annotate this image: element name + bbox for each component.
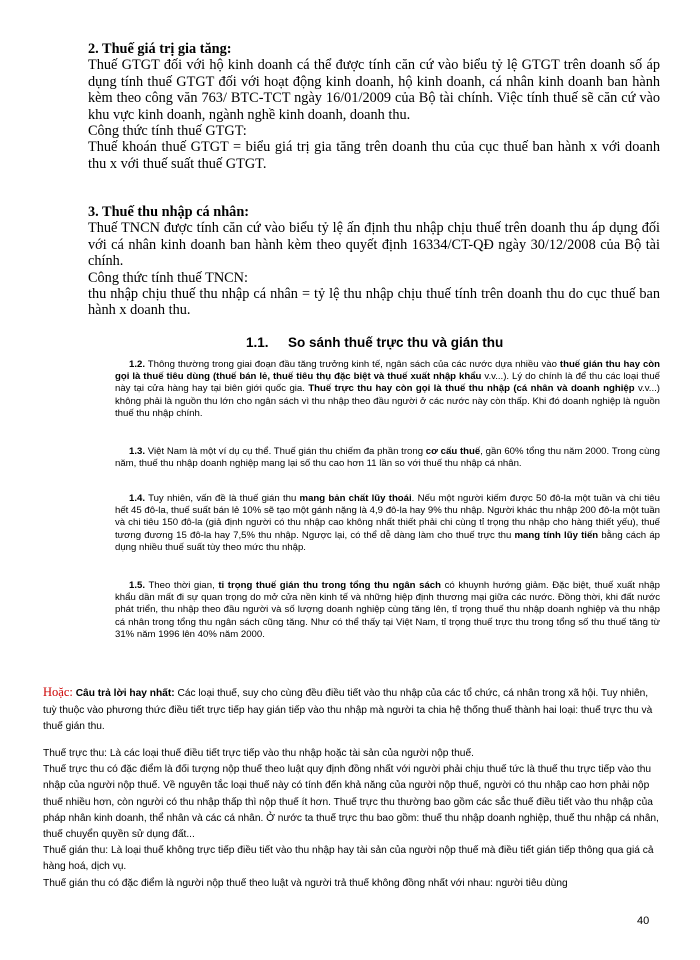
paragraph-1-4-bold-b: mang tính lũy tiến <box>514 529 599 541</box>
alternative-bold: Câu trả lời hay nhất: <box>72 688 175 699</box>
paragraph-1-4-text-b: . Nếu một người kiếm được 50 đô-la một tuần và chi tiêu hết 45 đô-la, thuế suất bán lẻ 10% sẽ tạo một gánh nặng là 4,9 đô-la hay 9% thu nhập. Người khác thu nhập 200 đô-la một tuần và chi tiêu 150 đô-la (giả định người có thu nhập cao không nhất thiết phải chi cùng tỉ trọng thu nhập cho hàng thiết yếu), thuế tương đương 15 đô-la hay 7,5% thu nhập. Ngược lại, có thể dễ dàng làm cho thuế trực thu <box>115 493 660 541</box>
paragraph-1-4-bold-a: mang bản chất lũy thoái <box>299 493 412 504</box>
section-pit-paragraph: Thuế TNCN được tính căn cứ vào biểu tỷ lệ ấn định thu nhập chịu thuế trên doanh thu áp dụng đối với cá nhân kinh doanh ban hành kèm theo quyết định 16334/CT-QĐ ngày 30/12/2008 của Bộ tài chính. <box>88 220 660 270</box>
paragraph-1-2-number: 1.2. <box>129 359 146 370</box>
paragraph-alternative-answer <box>43 684 660 736</box>
paragraph-1-4-number: 1.4. <box>129 493 146 504</box>
section-vat <box>88 41 660 172</box>
paragraph-1-3-text-b: , gần 60% tổng thu năm 2000. Trong cùng năm, thuế thu nhập doanh nghiệp mang lại số thu cao hơn 11 lần so với thuế thu nhập cá nhân. <box>115 446 660 470</box>
paragraph-1-3-number: 1.3. <box>129 446 146 457</box>
section-heading-number: 1.1. <box>246 335 269 350</box>
indirect-tax-characteristics: Thuế gián thu có đặc điểm là người nộp thuế theo luật và người trả thuế không đồng nhất với nhau: người tiêu dùng <box>43 877 568 889</box>
section-pit-formula-label: Công thức tính thuế TNCN: <box>88 269 248 286</box>
section-pit-formula: thu nhập chịu thuế thu nhập cá nhân = tỷ lệ thu nhập chịu thuế tính trên doanh thu do cục thuế ban hành x doanh thu. <box>88 286 660 319</box>
paragraph-1-5 <box>115 580 660 641</box>
section-vat-title: 2. Thuế giá trị gia tăng: <box>88 41 232 57</box>
paragraph-1-2-text-a: Thông thường trong giai đoạn đầu tăng trưởng kinh tế, ngân sách của các nước dựa nhiều vào <box>145 359 560 370</box>
section-vat-formula-label: Công thức tính thuế GTGT: <box>88 123 247 140</box>
section-pit-title: 3. Thuế thu nhập cá nhân: <box>88 204 250 220</box>
paragraph-1-5-text-a: Theo thời gian, <box>145 580 219 591</box>
paragraph-1-5-text-b: có khuynh hướng giảm. Đặc biệt, thuế xuất nhập khẩu dần mất đi sự quan trọng do mở cửa nền kinh tế và những hiệp định thương mại giữa các nước. Đồng thời, khi đất nước phát triển, thu nhập theo đầu người và số lượng doanh nghiệp cùng tăng lên, tỉ trọng thuế thu nhập doanh nghiệp và thu nhập cá nhân trong tổng thu ngân sách cũng tăng. Như có thể thấy tại Việt Nam, tỉ trọng thuế trực thu trong tổng số thu thuế tăng từ 31% năm 1996 lên 40% năm 2000. <box>115 580 660 640</box>
paragraph-1-2-text-b: v.v...). Lý do chính là để thu các loại thuế này tại cửa hàng hay tại biên giới quốc gia. <box>115 371 660 395</box>
page-number: 40 <box>637 915 650 927</box>
section-vat-paragraph: Thuế GTGT đối với hộ kinh doanh cá thể được tính căn cứ vào biểu tỷ lệ GTGT trên doanh số áp dụng tính thuế GTGT đối với hoạt động kinh doanh, hộ kinh doanh, cá nhân kinh doanh ban hành kèm theo công văn 763/ BTC-TCT ngày 16/01/2009 của Bộ tài chính. Việc tính thuế sẽ căn cứ vào khu vực kinh doanh, ngành nghề kinh doanh, doanh thu. <box>88 57 660 123</box>
paragraph-1-2 <box>115 359 660 420</box>
indirect-tax-line: Thuế gián thu: Là loại thuế không trực tiếp điều tiết vào thu nhập hay tài sản của người nộp thuế mà điều tiết gián tiếp thông qua giá cả hàng hoá, dịch vụ. <box>43 845 654 873</box>
alternative-label: Hoặc: <box>43 685 73 699</box>
paragraph-1-3-text-a: Việt Nam là một ví dụ cụ thể. Thuế gián thu chiếm đa phần trong <box>145 446 426 457</box>
paragraph-1-4-text-a: Tuy nhiên, vấn đề là thuế gián thu <box>145 493 300 504</box>
paragraph-1-3 <box>115 446 660 470</box>
paragraph-1-2-bold-b: Thuế trực thu hay còn gọi là thuế thu nhập (cá nhân và doanh nghiệp <box>308 383 635 395</box>
section-heading-comparison <box>246 335 646 350</box>
paragraph-1-4-text-c: bằng cách áp dụng nhiều thuế suất tùy theo mức thu nhập. <box>115 529 660 553</box>
alternative-text: Các loại thuế, suy cho cùng đều điều tiết vào thu nhập của các tổ chức, cá nhân trong xã hội. Tuy nhiên, tuỳ thuộc vào phương thức điều tiết trực tiếp hay gián tiếp vào thu nhập mà người ta chia hệ thống thuế thành hai loại: thuế trực thu và thuế gián thu. <box>43 688 653 732</box>
paragraph-1-2-bold-a: thuế gián thu hay còn gọi là thuế tiêu dùng (thuế bán lẻ, thuế tiêu thụ đặc biệt và thuế xuất nhập khẩu <box>115 359 660 383</box>
section-vat-formula: Thuế khoán thuế GTGT = biểu giá trị gia tăng trên doanh thu của cục thuế ban hành x với doanh thu x với thuế suất thuế GTGT. <box>88 139 660 172</box>
paragraph-1-5-number: 1.5. <box>129 580 146 591</box>
section-heading-title: So sánh thuế trực thu và gián thu <box>288 335 504 350</box>
paragraph-direct-tax-definition <box>43 746 660 892</box>
direct-tax-line: Thuế trực thu: Là các loại thuế điều tiết trực tiếp vào thu nhập hoặc tài sản của người nộp thuế. <box>43 748 474 759</box>
paragraph-1-4 <box>115 493 660 554</box>
section-pit <box>88 204 660 319</box>
paragraph-1-5-bold-a: tỉ trọng thuế gián thu trong tổng thu ngân sách <box>218 580 441 591</box>
direct-tax-characteristics: Thuế trực thu có đặc điểm là đối tượng nộp thuế theo luật quy định đồng nhất với người phải chịu thuế tức là thuế thu trực tiếp vào thu nhập của người nộp thuế. Về nguyên tắc loại thuế này có tính đến khả năng của người nộp thuế, người có thu nhập cao hơn phải nộp thuế nhiều hơn, còn người có thu nhập thấp thì nộp thuế ít hơn. Thuế trực thu thường bao gồm các sắc thuế điều tiết vào thu nhập của pháp nhân kinh doanh, thể nhân và các cá nhân. Ở nước ta thuế trực thu bao gồm: thuế thu nhập doanh nghiệp, thuế thu nhập cá nhân, thuế chuyển quyền sử dụng đất... <box>43 764 659 841</box>
paragraph-1-3-bold-a: cơ cấu thuế <box>425 446 481 457</box>
paragraph-1-2-text-c: v.v...) không phải là nguồn thu lớn cho ngân sách vì thu nhập theo đầu người ở các nước này còn thấp. Khi đó doanh nghiệp là nguồn thuế thu nhập chính. <box>115 383 660 419</box>
